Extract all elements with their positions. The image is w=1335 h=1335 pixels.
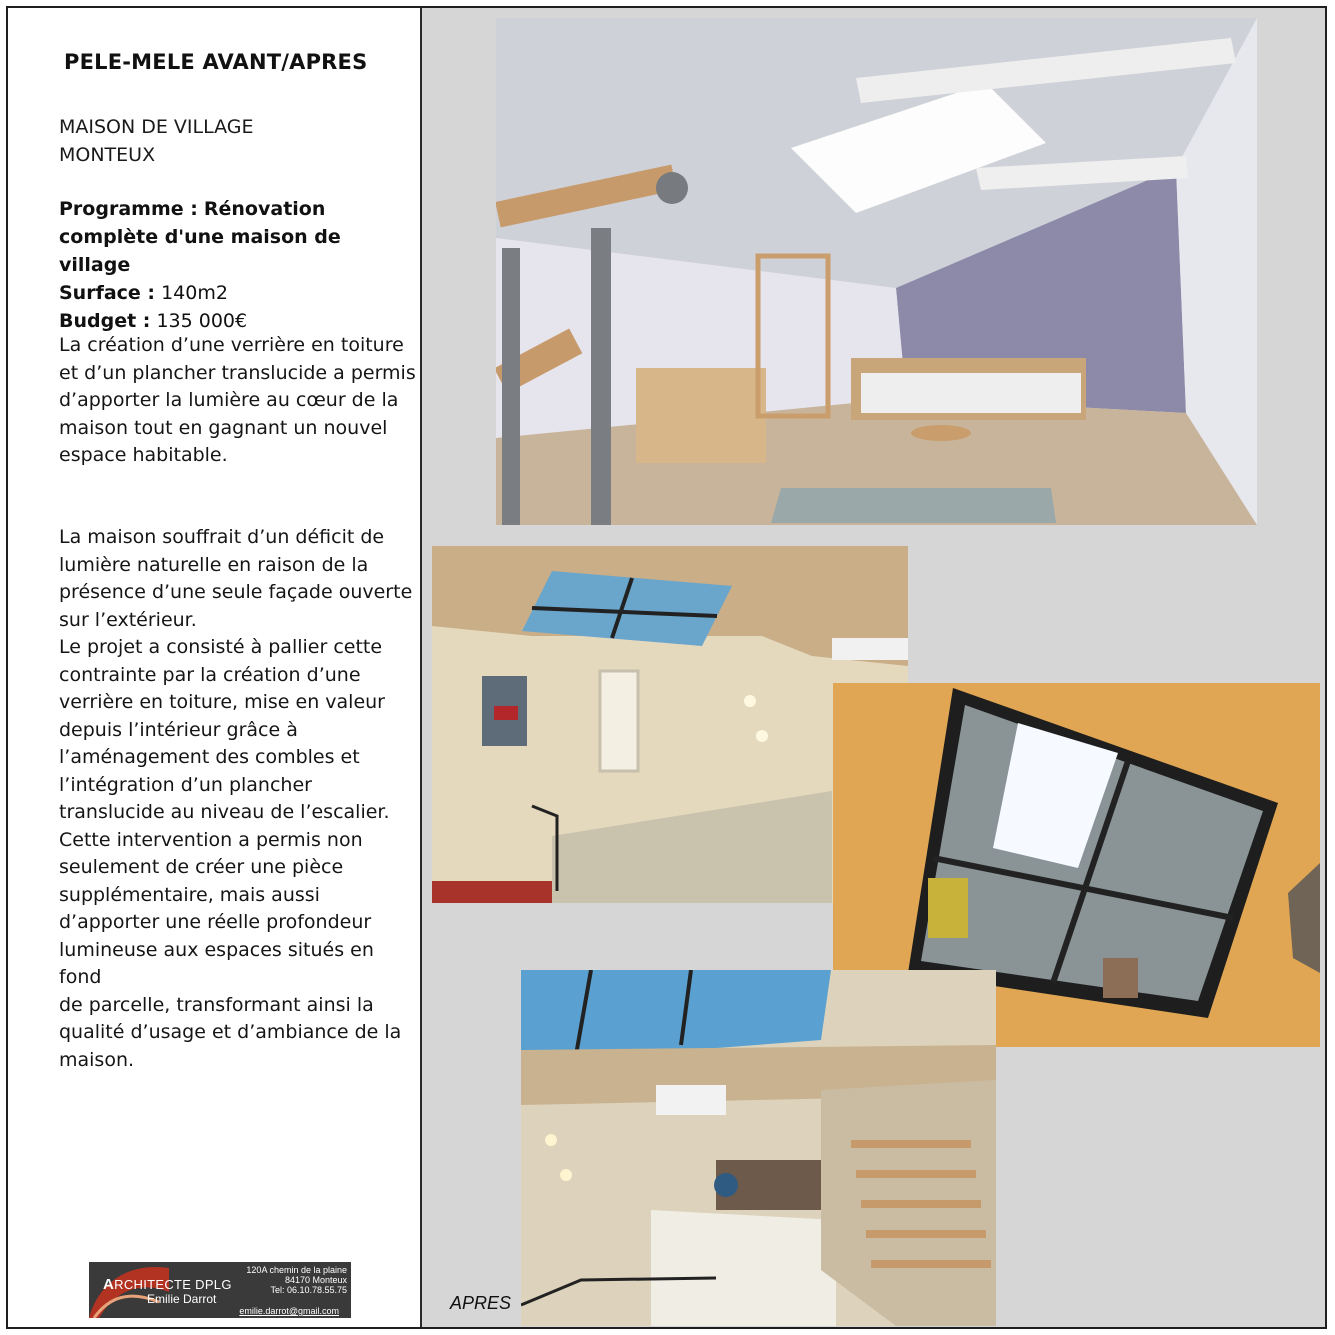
logo-phone: Tel: 06.10.78.55.75 bbox=[270, 1285, 347, 1295]
surface-line bbox=[59, 279, 409, 307]
surface-value: 140m2 bbox=[161, 282, 228, 304]
logo-firm-text: RCHITECTE DPLG bbox=[114, 1277, 232, 1292]
description-paragraph: La maison souffrait d’un déficit de lumière naturelle en raison de la présence d’une seule façade ouverte sur l’extérieur. Le projet a consisté à pallier cette contrainte par la création d’une verrière en toiture, mise en valeur depuis l’intérieur grâce à l’aménagement des combles et l’intégration d’un plancher translucide au niveau de l’escalier. Cette intervention a permis non seulement de créer une pièce supplémentaire, mais aussi d’apporter une réelle profondeur lumineuse aux espaces situés en fond de parcelle, transformant ainsi la qualité d’usage et d’ambiance de la maison. bbox=[59, 526, 413, 1071]
budget-value: 135 000€ bbox=[156, 310, 248, 332]
photo-landing-staircase bbox=[521, 970, 996, 1326]
photo-attic-bedroom bbox=[496, 18, 1257, 525]
logo-address-1: 120A chemin de la plaine bbox=[246, 1265, 347, 1275]
photo-caption: APRES bbox=[450, 1293, 512, 1313]
project-location bbox=[59, 113, 254, 169]
attic-bedroom-image bbox=[496, 18, 1257, 525]
budget-label: Budget : bbox=[59, 310, 151, 332]
logo-firm bbox=[103, 1276, 232, 1293]
logo-email: emilie.darrot@gmail.com bbox=[239, 1306, 339, 1316]
logo-architect-name: Emilie Darrot bbox=[147, 1292, 217, 1306]
intro-paragraph: La création d’une verrière en toiture et d’un plancher translucide a permis d’apporter la lumière au cœur de la maison tout en gagnant un nouvel espace habitable. bbox=[59, 334, 416, 466]
program-value: Rénovation complète d'une maison de village bbox=[59, 198, 341, 276]
budget-line bbox=[59, 307, 409, 335]
location-line-2: MONTEUX bbox=[59, 144, 156, 166]
program-label: Programme : bbox=[59, 198, 198, 220]
page-title: PELE-MELE AVANT/APRES bbox=[64, 50, 368, 74]
logo-address-2: 84170 Monteux bbox=[284, 1275, 347, 1285]
surface-label: Surface : bbox=[59, 282, 156, 304]
program-line bbox=[59, 195, 409, 279]
logo-initial: A bbox=[103, 1276, 115, 1293]
location-line-1: MAISON DE VILLAGE bbox=[59, 116, 254, 138]
logo-contact bbox=[246, 1265, 347, 1295]
architect-logo bbox=[89, 1262, 351, 1318]
program-block bbox=[59, 195, 409, 335]
landing-image bbox=[521, 970, 996, 1326]
